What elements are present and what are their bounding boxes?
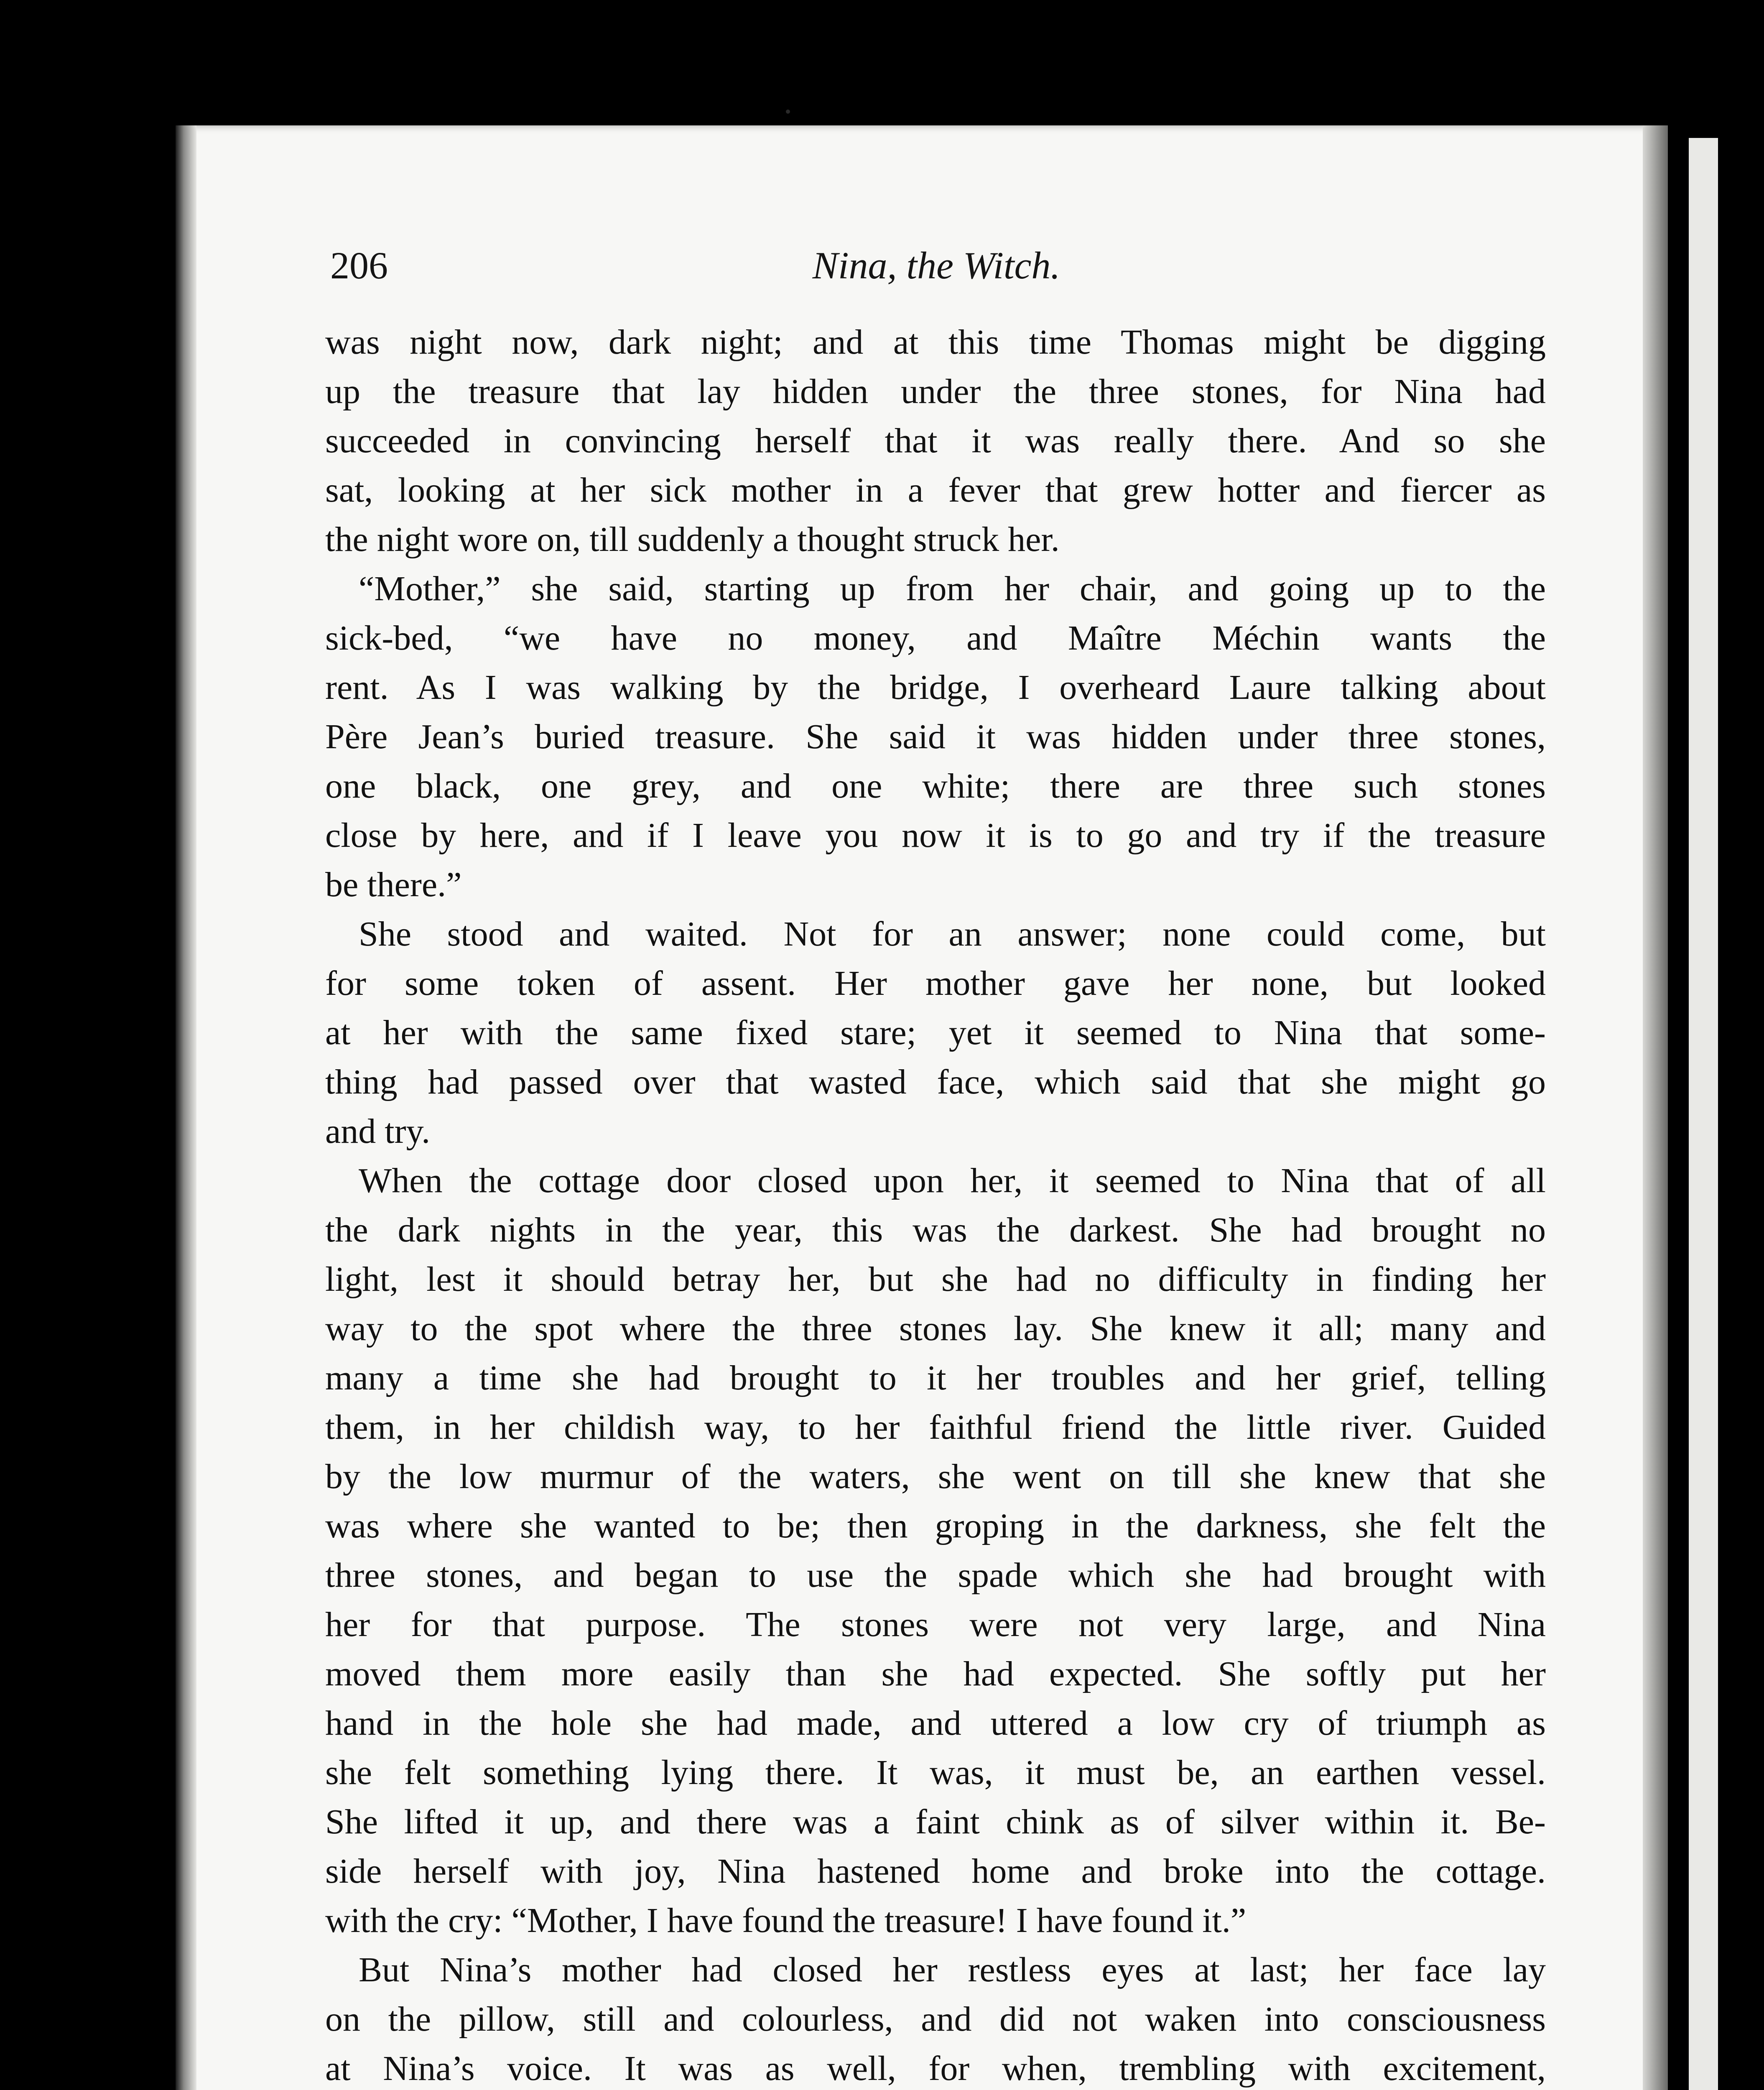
text-line: “Mother,” she said, starting up from her chair, and going up to the [359, 569, 1546, 608]
text-line: and try. [325, 1112, 431, 1151]
text-line: three stones, and began to use the spade which she had brought with [325, 1556, 1546, 1595]
text-line: for some token of assent. Her mother gave her none, but looked [325, 964, 1546, 1003]
text-line: hand in the hole she had made, and uttered a low cry of triumph as [325, 1704, 1546, 1743]
text-line: was where she wanted to be; then groping in the darkness, she felt the [325, 1506, 1546, 1545]
text-line: She lifted it up, and there was a faint chink as of silver within it. Be- [325, 1802, 1546, 1841]
text-line: her for that purpose. The stones were not very large, and Nina [325, 1605, 1546, 1644]
text-line: But Nina’s mother had closed her restless eyes at last; her face lay [359, 1950, 1546, 1989]
text-line: with the cry: “Mother, I have found the treasure! I have found it.” [325, 1901, 1247, 1940]
text-line: side herself with joy, Nina hastened home and broke into the cottage. [325, 1852, 1546, 1891]
text-line: at her with the same fixed stare; yet it seemed to Nina that some- [325, 1013, 1546, 1052]
adjacent-page-edge [1689, 138, 1718, 2090]
text-line: When the cottage door closed upon her, it seemed to Nina that of all [359, 1161, 1546, 1200]
text-line: moved them more easily than she had expected. She softly put her [325, 1654, 1546, 1693]
text-line: rent. As I was walking by the bridge, I overheard Laure talking about [325, 668, 1546, 707]
text-line: by the low murmur of the waters, she went on till she knew that she [325, 1457, 1546, 1496]
text-line: thing had passed over that wasted face, which said that she might go [325, 1063, 1546, 1101]
text-line: sat, looking at her sick mother in a fever that grew hotter and fiercer as [325, 471, 1546, 510]
text-line: way to the spot where the three stones lay. She knew it all; many and [325, 1309, 1546, 1348]
scan-speck [786, 110, 790, 114]
text-line: She stood and waited. Not for an answer; none could come, but [359, 915, 1546, 953]
text-line: them, in her childish way, to her faithful friend the little river. Guided [325, 1408, 1546, 1447]
text-line: she felt something lying there. It was, it must be, an earthen vessel. [325, 1753, 1546, 1792]
text-line: at Nina’s voice. It was as well, for when, trembling with excitement, [325, 2049, 1546, 2088]
text-line: close by here, and if I leave you now it is to go and try if the treasure [325, 816, 1546, 855]
body-text [325, 318, 1546, 2090]
text-line: be there.” [325, 865, 462, 904]
text-line: the night wore on, till suddenly a thought struck her. [325, 520, 1060, 559]
text-line: on the pillow, still and colourless, and did not waken into consciousness [325, 2000, 1546, 2039]
text-line: was night now, dark night; and at this time Thomas might be digging [325, 323, 1546, 362]
text-line: up the treasure that lay hidden under the three stones, for Nina had [325, 372, 1546, 411]
page-right-edge [1643, 125, 1668, 2090]
text-line: Père Jean’s buried treasure. She said it was hidden under three stones, [325, 717, 1546, 756]
text-line: light, lest it should betray her, but she had no difficulty in finding her [325, 1260, 1546, 1299]
page-number: 206 [330, 244, 388, 287]
text-line: one black, one grey, and one white; there are three such stones [325, 767, 1546, 805]
running-head-title: Nina, the Witch. [812, 244, 1060, 287]
running-header [330, 234, 1542, 297]
text-line: the dark nights in the year, this was the darkest. She had brought no [325, 1211, 1546, 1249]
text-line: many a time she had brought to it her troubles and her grief, telling [325, 1358, 1546, 1397]
text-line: sick-bed, “we have no money, and Maître Méchin wants the [325, 619, 1546, 658]
text-line: succeeded in convincing herself that it was really there. And so she [325, 421, 1546, 460]
page-gutter-shadow [176, 125, 196, 2090]
